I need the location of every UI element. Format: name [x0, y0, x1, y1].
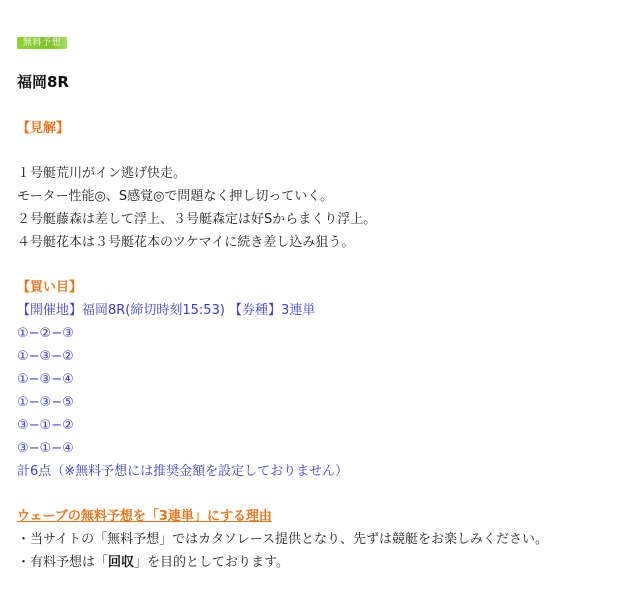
reason-line-2 — [17, 554, 289, 572]
bet-combo: ①−③−④ — [17, 372, 74, 387]
analysis-heading: 【見解】 — [17, 121, 70, 136]
bet-combo: ③−①−② — [17, 418, 74, 433]
reason-line-1: ・当サイトの「無料予想」ではカタソレース提供となり、先ずは競艇をお楽しみください。 — [17, 532, 549, 547]
bet-combo: ③−①−④ — [17, 441, 74, 456]
analysis-line-2: モーター性能◎、S感覚◎で問題なく押し切っていく。 — [17, 189, 334, 204]
analysis-line-4: ４号艇花本は３号艇花本のツケマイに続き差し込み狙う。 — [17, 235, 355, 250]
analysis-line-1: １号艇荒川がイン逃げ快走。 — [17, 166, 187, 181]
reason-link[interactable]: ウェーブの無料予想を「3連単」にする理由 — [17, 509, 272, 524]
page-title: 福岡8R — [17, 73, 69, 91]
bets-heading: 【買い目】 — [17, 280, 83, 295]
bets-total: 計6点（※無料予想には推奨金額を設定しておりません） — [17, 464, 349, 479]
bet-combo: ①−②−③ — [17, 326, 74, 341]
reason-line-2-post: 」を目的としております。 — [134, 555, 289, 570]
reason-line-2-pre: ・有料予想は「 — [17, 555, 109, 570]
reason-line-2-emphasis: 回収 — [108, 555, 135, 570]
analysis-line-3: ２号艇藤森は差して浮上、３号艇森定は好Sからまくり浮上。 — [17, 212, 377, 227]
bets-info: 【開催地】福岡8R(締切時刻15:53) 【券種】3連単 — [17, 303, 316, 318]
free-prediction-tag: 無料予想 — [17, 37, 67, 49]
bet-combo: ①−③−② — [17, 349, 74, 364]
bet-combo: ①−③−⑤ — [17, 395, 74, 410]
